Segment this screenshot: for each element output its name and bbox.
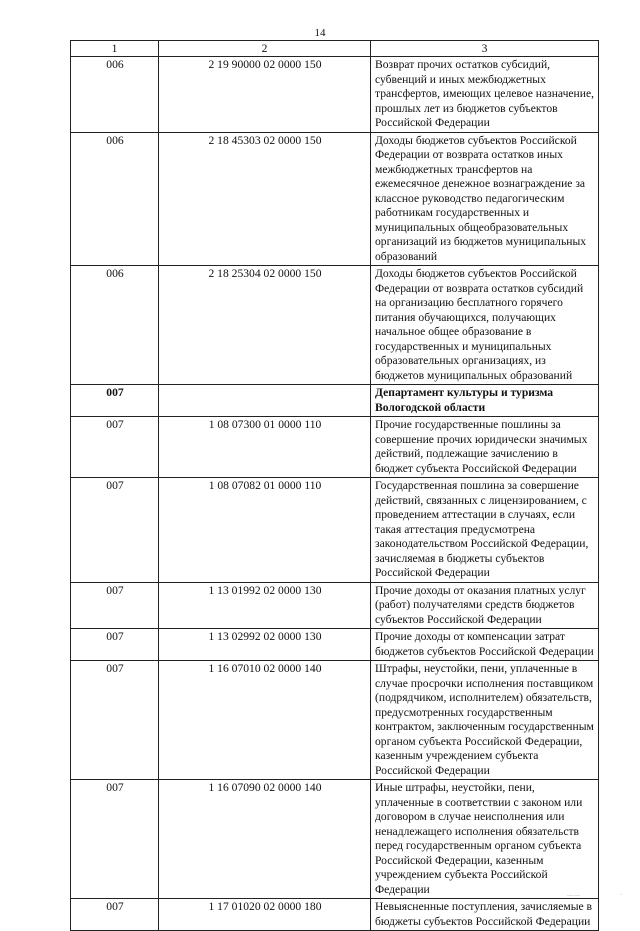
kbk-code-cell: 2 18 25304 02 0000 150 [159,266,371,385]
description-cell: Доходы бюджетов субъектов Российской Федерации от возврата остатков иных межбюджетных трансфертов на ежемесячное денежное вознаграждение за классное руководство педагогическим работникам государственных и муниципальных общеобразовательных организаций из бюджетов муниципальных образований [371,132,599,266]
description-cell: Прочие государственные пошлины за совершение прочих юридически значимых действий, подлежащие зачислению в бюджет субъекта Российской Федерации [371,417,599,478]
kbk-code-cell: 1 08 07082 01 0000 110 [159,478,371,583]
admin-code-cell: 007 [71,417,159,478]
table-section-row [71,385,599,417]
table-header-row [71,41,599,57]
kbk-code-cell: 1 13 02992 02 0000 130 [159,629,371,661]
table-row [71,57,599,133]
kbk-code-cell [159,385,371,417]
admin-code-cell: 006 [71,132,159,266]
admin-code-cell: 007 [71,582,159,629]
footer-scan-mark-2: · [620,892,622,898]
kbk-code-cell: 1 16 07010 02 0000 140 [159,661,371,780]
column-header-2: 2 [159,41,371,57]
budget-revenue-table [70,40,599,931]
footer-scan-mark: …… [567,892,581,898]
table-row [71,132,599,266]
table-row [71,478,599,583]
admin-code-cell: 006 [71,57,159,133]
table-row [71,266,599,385]
table-body [71,57,599,931]
table-row [71,780,599,899]
description-cell: Возврат прочих остатков субсидий, субвенций и иных межбюджетных трансфертов, имеющих целевое назначение, прошлых лет из бюджетов субъектов Российской Федерации [371,57,599,133]
admin-code-cell: 007 [71,780,159,899]
description-cell: Доходы бюджетов субъектов Российской Федерации от возврата остатков субсидий на организацию бесплатного горячего питания обучающихся, получающих начальное общее образование в государственных и муниципальных образовательных организациях, из бюджетов муниципальных образований [371,266,599,385]
admin-code-cell: 007 [71,661,159,780]
description-cell: Государственная пошлина за совершение действий, связанных с лицензированием, с проведением аттестации в случаях, если такая аттестация предусмотрена законодательством Российской Федерации, зачисляемая в бюджеты субъектов Российской Федерации [371,478,599,583]
column-header-3: 3 [371,41,599,57]
description-cell: Департамент культуры и туризма Вологодской области [371,385,599,417]
description-cell: Штрафы, неустойки, пени, уплаченные в случае просрочки исполнения поставщиком (подрядчиком, исполнителем) обязательств, предусмотренных государственным контрактом, заключенным государственным органом субъекта Российской Федерации, казенным учреждением субъекта Российской Федерации [371,661,599,780]
kbk-code-cell: 1 13 01992 02 0000 130 [159,582,371,629]
admin-code-cell: 007 [71,478,159,583]
table-row [71,661,599,780]
table-row [71,629,599,661]
admin-code-cell: 007 [71,629,159,661]
table-row [71,899,599,931]
kbk-code-cell: 1 17 01020 02 0000 180 [159,899,371,931]
description-cell: Прочие доходы от оказания платных услуг (работ) получателями средств бюджетов субъектов Российской Федерации [371,582,599,629]
admin-code-cell: 007 [71,385,159,417]
kbk-code-cell: 1 08 07300 01 0000 110 [159,417,371,478]
description-cell: Иные штрафы, неустойки, пени, уплаченные в соответствии с законом или договором в случае неисполнения или ненадлежащего исполнения обязательств перед государственным органом субъекта Российской Федерации, казенным учреждением субъекта Российской Федерации [371,780,599,899]
table-row [71,417,599,478]
column-header-1: 1 [71,41,159,57]
description-cell: Невыясненные поступления, зачисляемые в бюджеты субъектов Российской Федерации [371,899,599,931]
admin-code-cell: 007 [71,899,159,931]
kbk-code-cell: 2 19 90000 02 0000 150 [159,57,371,133]
kbk-code-cell: 1 16 07090 02 0000 140 [159,780,371,899]
admin-code-cell: 006 [71,266,159,385]
table-row [71,582,599,629]
description-cell: Прочие доходы от компенсации затрат бюджетов субъектов Российской Федерации [371,629,599,661]
kbk-code-cell: 2 18 45303 02 0000 150 [159,132,371,266]
page-number: 14 [314,27,326,39]
